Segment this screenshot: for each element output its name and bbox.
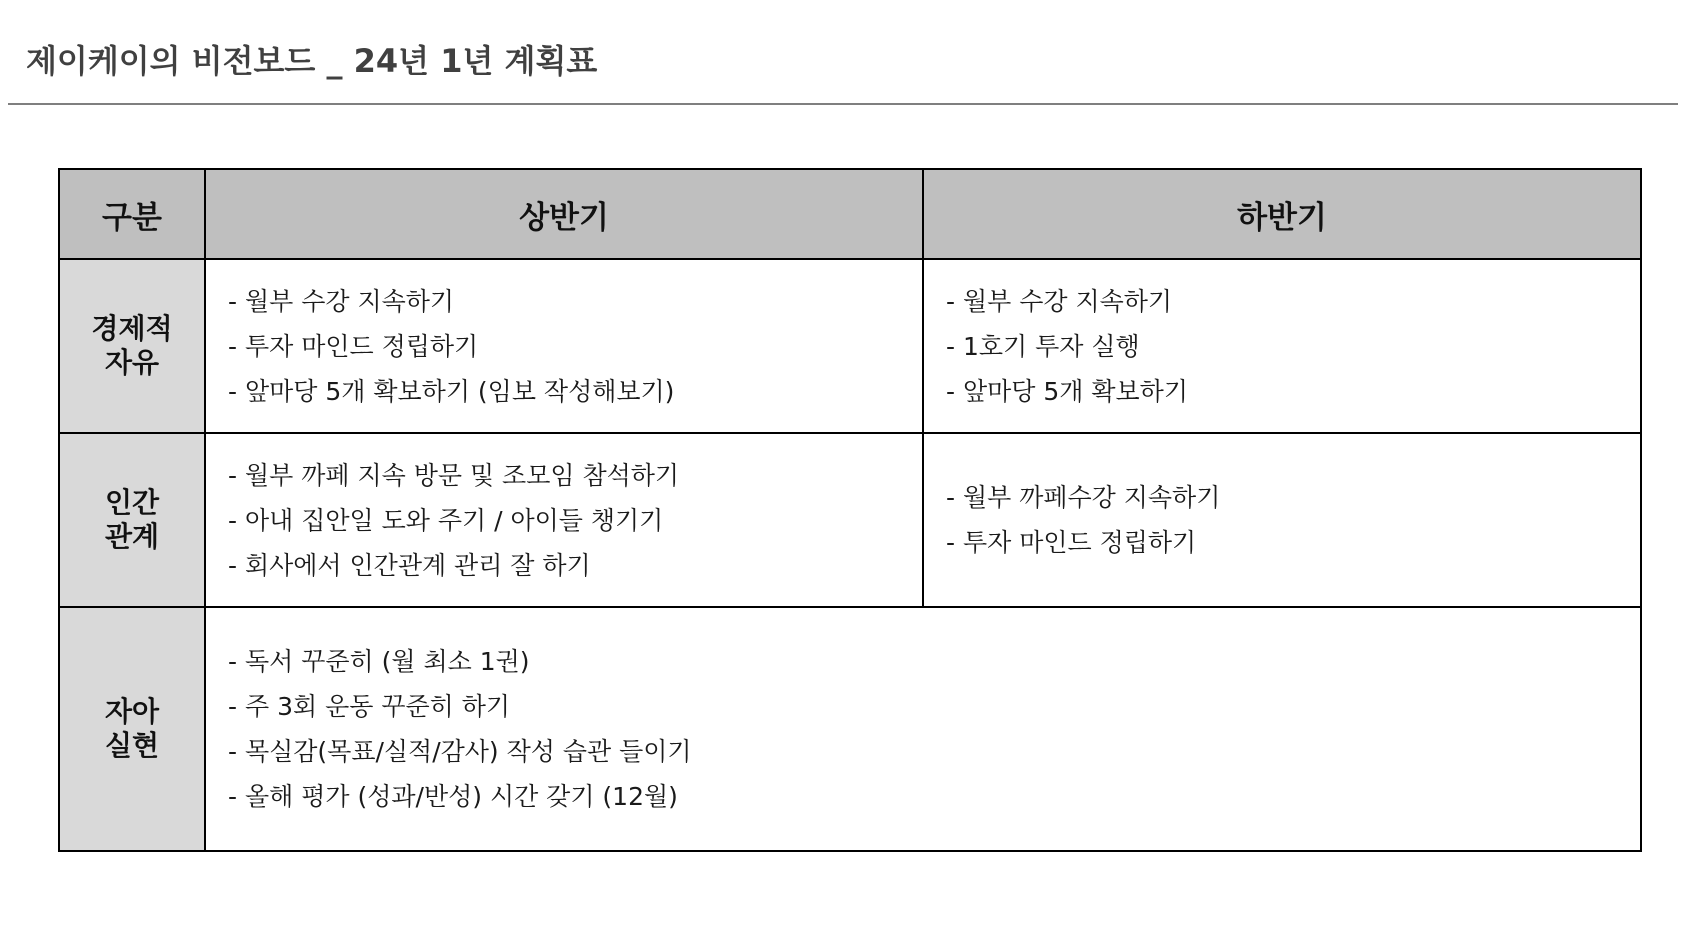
list-item: - 월부 까페 지속 방문 및 조모임 참석하기 [228, 460, 680, 490]
cell-self-realization-full-year [205, 607, 1641, 851]
table-row-economic-freedom [59, 259, 1641, 433]
table-row-self-realization [59, 607, 1641, 851]
plan-table [58, 168, 1642, 852]
list-item: - 독서 꾸준히 (월 최소 1권) [228, 647, 530, 676]
list-item: - 투자 마인드 정립하기 [228, 331, 479, 361]
category-label: 실현 [104, 729, 160, 762]
list-item: - 회사에서 인간관계 관리 잘 하기 [228, 550, 591, 580]
category-label: 자아 [104, 695, 160, 728]
list-item: - 앞마당 5개 확보하기 [946, 376, 1188, 406]
list-item: - 1호기 투자 실행 [946, 331, 1140, 361]
title-divider [8, 103, 1678, 105]
table-header-row [59, 169, 1641, 259]
list-item: - 목실감(목표/실적/감사) 작성 습관 들이기 [228, 737, 692, 766]
category-relationships [59, 433, 205, 607]
category-economic-freedom [59, 259, 205, 433]
list-item: - 앞마당 5개 확보하기 (임보 작성해보기) [228, 376, 675, 406]
cell-relationships-second-half [923, 433, 1641, 607]
cell-economic-first-half [205, 259, 923, 433]
list-item: - 월부 수강 지속하기 [946, 286, 1173, 316]
cell-economic-second-half [923, 259, 1641, 433]
list-item: - 아내 집안일 도와 주기 / 아이들 챙기기 [228, 505, 664, 535]
page-title: 제이케이의 비전보드 _ 24년 1년 계획표 [26, 42, 598, 80]
category-label: 인간 [104, 486, 160, 519]
table-row-relationships [59, 433, 1641, 607]
list-item: - 주 3회 운동 꾸준히 하기 [228, 692, 511, 721]
category-label: 관계 [104, 520, 160, 553]
header-category: 구분 [59, 169, 205, 259]
category-label: 자유 [104, 346, 160, 379]
list-item: - 월부 수강 지속하기 [228, 286, 455, 316]
list-item: - 올해 평가 (성과/반성) 시간 갖기 (12월) [228, 782, 678, 811]
category-label: 경제적 [91, 312, 173, 345]
list-item: - 월부 까페수강 지속하기 [946, 483, 1221, 512]
category-self-realization [59, 607, 205, 851]
header-second-half: 하반기 [923, 169, 1641, 259]
header-first-half: 상반기 [205, 169, 923, 259]
list-item: - 투자 마인드 정립하기 [946, 528, 1197, 557]
cell-relationships-first-half [205, 433, 923, 607]
